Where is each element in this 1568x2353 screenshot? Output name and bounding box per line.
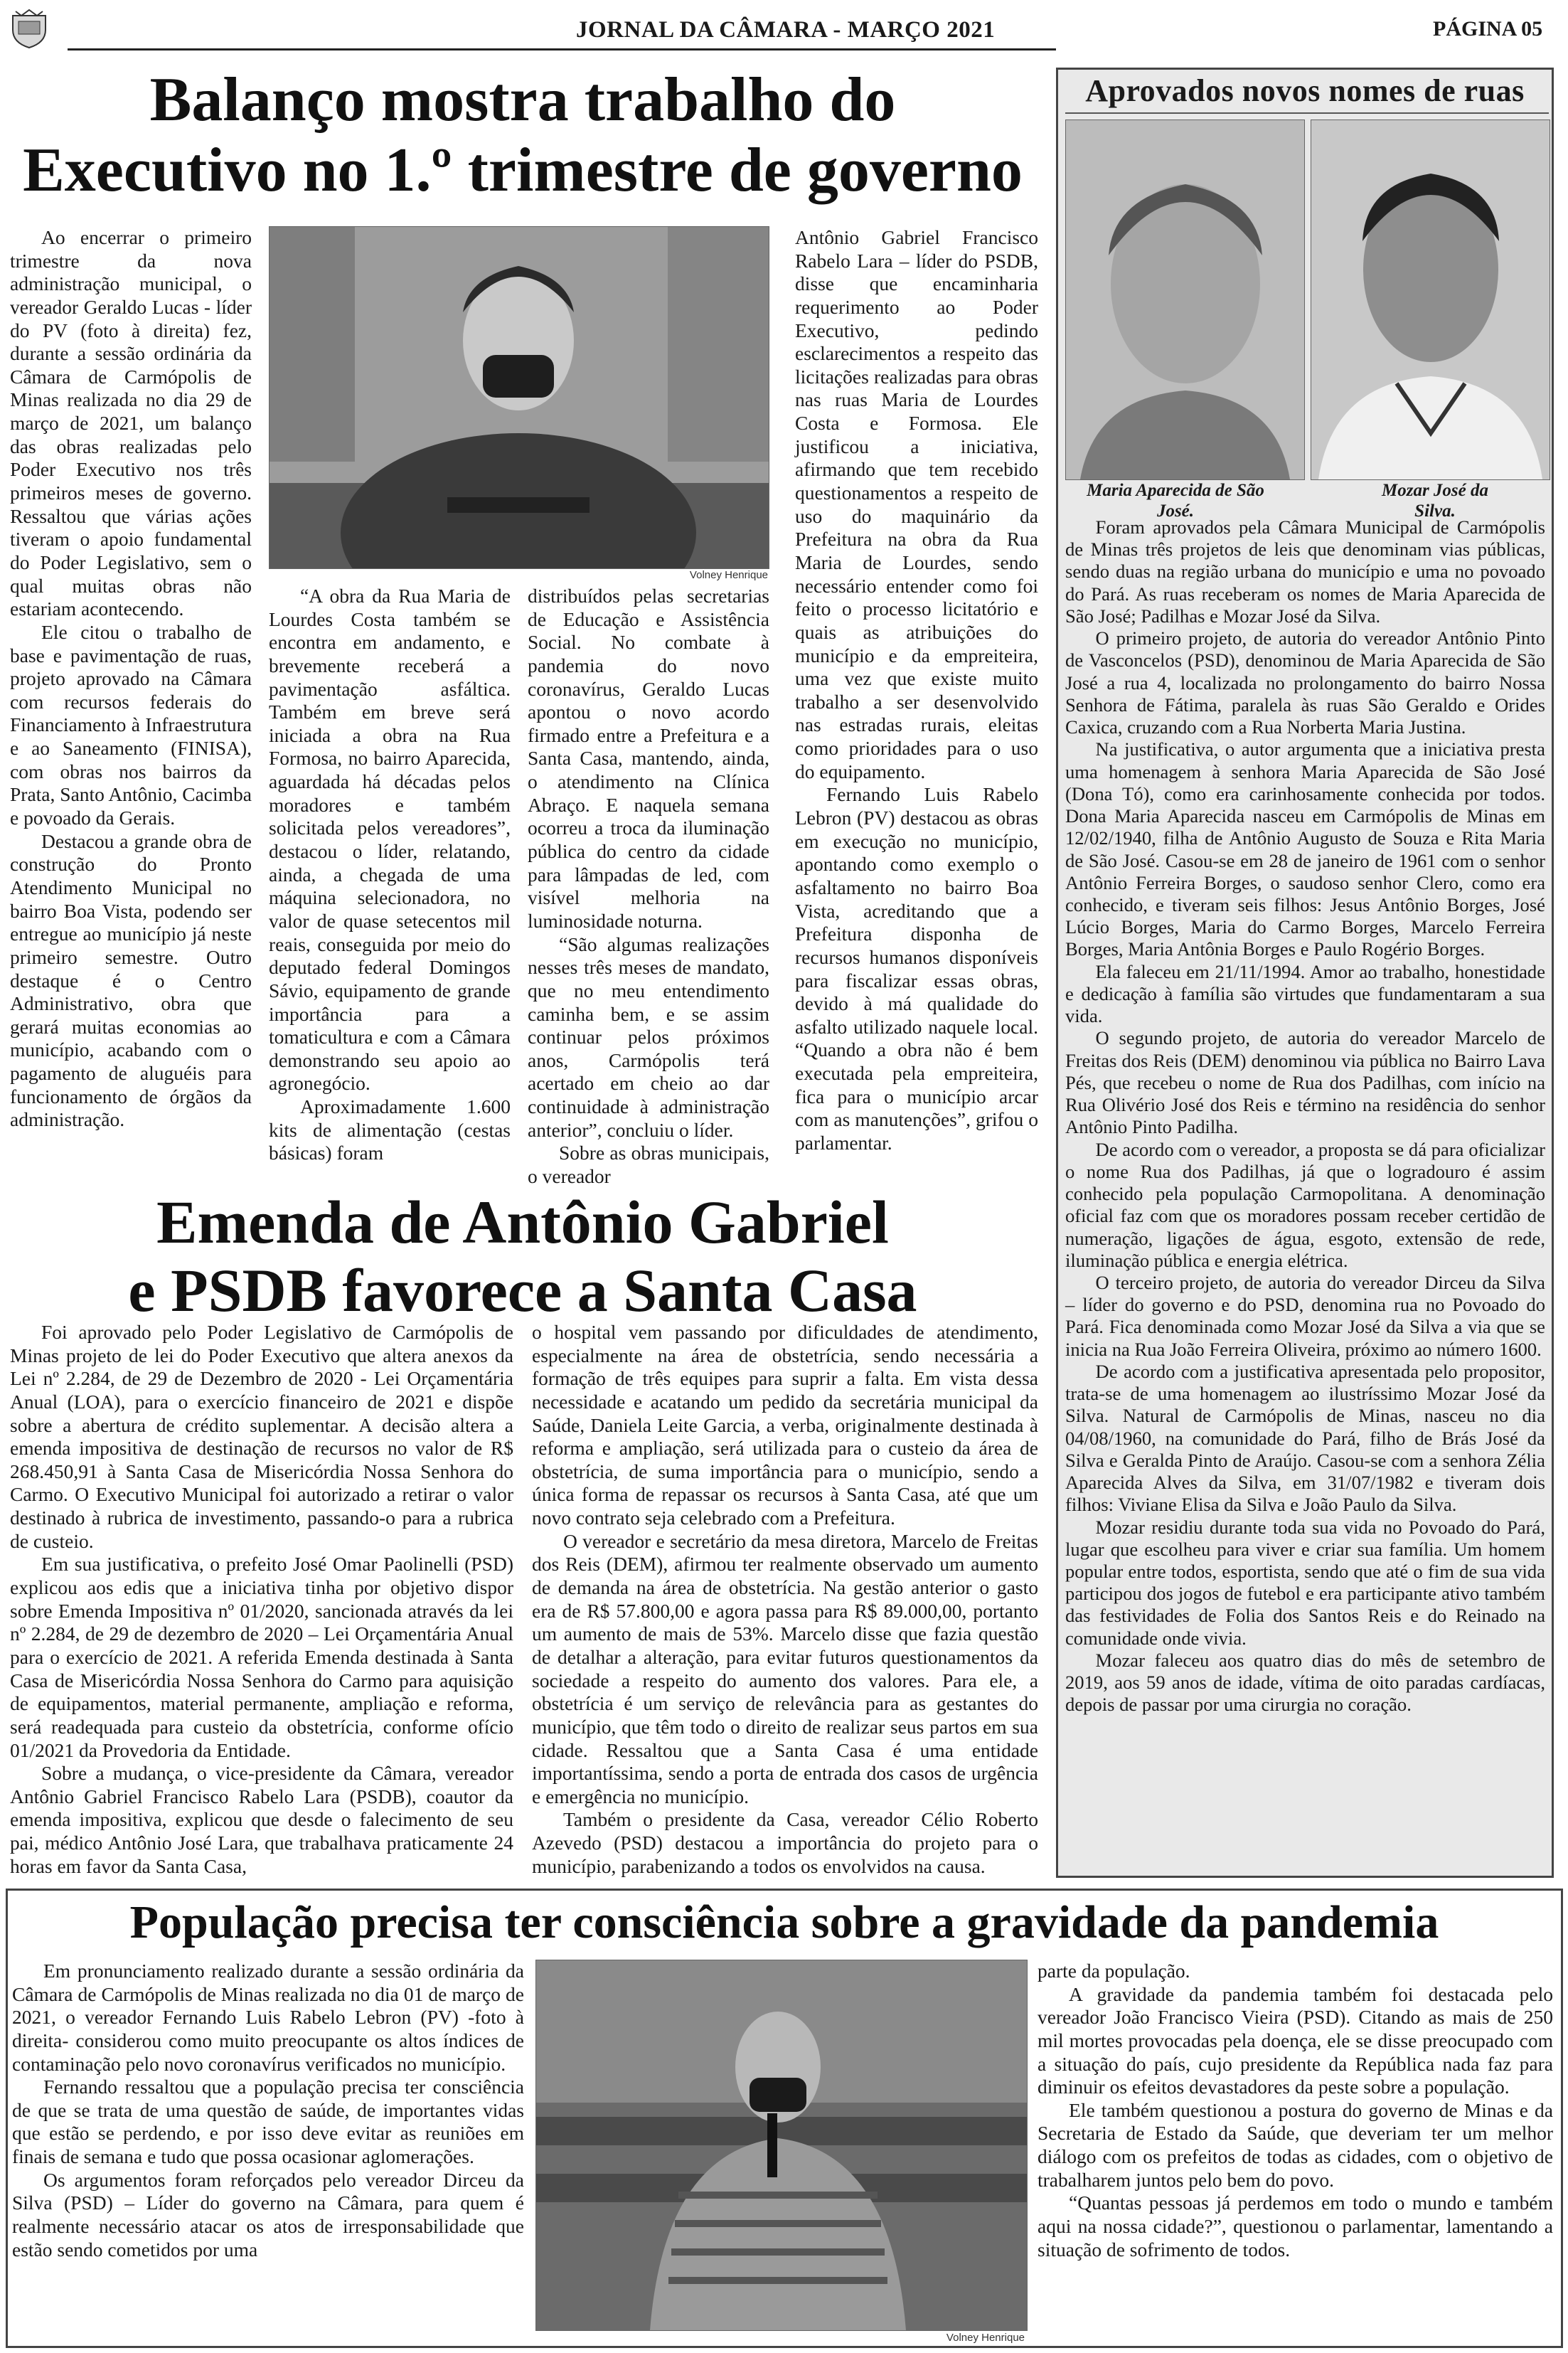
paragraph: Destacou a grande obra de construção do Pronto Atendimento Municipal no bairro Boa Vista, podendo ser entregue ao município já neste primeiro semestre. Outro destaque é o Centro Administrativo, obra que gerará muitas economias ao município, acabando com o pagamento de aluguéis para funcionamento de órgãos da administração. — [10, 829, 252, 1131]
paragraph: Mozar residiu durante toda sua vida no Povoado do Pará, lugar que escolheu para viver e criar sua família. Um homem popular entre todos, esportista, sendo que até o fim de sua vida participou dos jogos de futebol e era participante ativo também das festividades de Folia dos Santos Reis e do Reinado na comunidade onde vivia. — [1065, 1516, 1545, 1649]
paragraph: “A obra da Rua Maria de Lourdes Costa também se encontra em andamento, e brevemente receberá a pavimentação asfáltica. Também em breve será iniciada a obra na Rua Formosa, no bairro Aparecida, aguardada há décadas pelos moradores e também solicitada pelos vereadores”, destacou o líder, relatando, ainda, a chegada de uma máquina selecionadora, no valor de quase setecentos mil reais, conseguida por meio do deputado federal Domingos Sávio, equipamento de grande importância para a tomaticultura e com a Câmara demonstrando seu apoio ao agronegócio. — [269, 585, 511, 1095]
article1-headline — [0, 65, 1045, 206]
paragraph: O segundo projeto, de autoria do vereador Marcelo de Freitas dos Reis (DEM) denominou via pública no Bairro Lava Pés, que recebeu o nome de Rua dos Padilhas, com início na Rua Olivério José dos Reis e término na residência do senhor Antônio Pinto Padilha. — [1065, 1027, 1545, 1138]
paragraph: Na justificativa, o autor argumenta que a iniciativa presta uma homenagem à senhora Maria Aparecida de São José (Dona Tó), como era carinhosamente conhecida por todos. Dona Maria Aparecida nasceu em Carmópolis de Minas em 12/02/1940, filha de Antônio Augusto de Souza e Rita Maria de São José. Casou-se em 28 de janeiro de 1961 com o senhor Antônio Ferreira Borges, o saudoso senhor Clero, como era conhecido, e tiveram seis filhos: Jesus Antônio Borges, José Lúcio Borges, Maria do Carmo Borges, Marcelo Ferreira Borges, Maria Antônia Borges e Paulo Rogério Borges. — [1065, 738, 1545, 960]
paragraph: O primeiro projeto, de autoria do vereador Antônio Pinto de Vasconcelos (PSD), denominou de Maria Aparecida de São José a rua 4, localizada no prolongamento do bairro Nossa Senhora de Fátima, paralela às ruas São Geraldo e Orides Caxica, cruzando com a Rua Norberta Maria Justina. — [1065, 627, 1545, 738]
paragraph: Em pronunciamento realizado durante a sessão ordinária da Câmara de Carmópolis de Minas realizada no dia 01 de março de 2021, o vereador Fernando Luis Rabelo Lebron (PV) -foto à direita- considerou como muito preocupante os altos índices de contaminação pelo novo coronavírus verificados no município. — [12, 1960, 524, 2075]
paragraph: Ele citou o trabalho de base e pavimentação de ruas, projeto aprovado na Câmara com recursos federais do Financiamento à Infraestrutura e ao Saneamento (FINISA), com obras nos bairros da Prata, Santo Antônio, Cacimba e povoado da Gerais. — [10, 620, 252, 829]
paragraph: Ela faleceu em 21/11/1994. Amor ao trabalho, honestidade e dedicação à família são virtudes que fundamentaram a sua vida. — [1065, 960, 1545, 1027]
paragraph: Antônio Gabriel Francisco Rabelo Lara – líder do PSDB, disse que encaminharia requerimento ao Poder Executivo, pedindo esclarecimentos a respeito das licitações realizadas para obras nas ruas Maria de Lourdes Costa e Formosa. Ele justificou a iniciativa, afirmando que tem recebido questionamentos a respeito de uso do maquinário da Prefeitura na obra da Rua Maria de Lourdes, sendo necessário entender como foi feito o processo licitatório e quais as atribuições do município e da empreiteira, uma vez que existe muito trabalho a ser desenvolvido nas estradas rurais, eleitas como prioridades para o uso do equipamento. — [795, 226, 1038, 782]
paragraph: Os argumentos foram reforçados pelo vereador Dirceu da Silva (PSD) – Líder do governo na Câmara, para quem é realmente necessário atacar os atos de irresponsabilidade que estão sendo cometidos por uma — [12, 2168, 524, 2261]
pandemic-article-box — [6, 1889, 1563, 2348]
article1-column-2 — [269, 585, 511, 1165]
article2-column-1 — [10, 1321, 513, 1878]
paragraph: Aproximadamente 1.600 kits de alimentação (cestas básicas) foram — [269, 1095, 511, 1164]
photo-maria-aparecida — [1065, 119, 1305, 480]
paragraph: O vereador e secretário da mesa diretora, Marcelo de Freitas dos Reis (DEM), afirmou ter realmente observado um aumento de demanda na área de obstetrícia. Na gestão anterior o gasto era de R$ 57.800,00 e agora passa para R$ 89.000,00, portanto um aumento de mais de 53%. Marcelo disse que fazia questão de detalhar a alteração, para evitar futuros questionamentos da sociedade a respeito do aumento dos valores. Para ele, a obstetrícia é um serviço de relevância para as gestantes do município, que têm todo o direito de realizar seus partos em sua cidade. Ressaltou que a Santa Casa é uma entidade importantíssima, sendo a porta de entrada dos casos de urgência e emergência no município. — [532, 1529, 1038, 1807]
article3-column-1 — [12, 1960, 524, 2261]
photo-fernando-lebron — [535, 1960, 1028, 2331]
page-header — [0, 13, 1568, 48]
photo-mozar-jose — [1311, 119, 1550, 480]
article3-headline: População precisa ter consciência sobre a gravidade da pandemia — [129, 1896, 1439, 1948]
paragraph: Mozar faleceu aos quatro dias do mês de setembro de 2019, aos 59 anos de idade, vítima de oito paradas cardíacas, depois de passar por uma cirurgia no coração. — [1065, 1649, 1545, 1716]
article2-headline-line1: Emenda de Antônio Gabriel — [156, 1188, 889, 1256]
paragraph: Foi aprovado pelo Poder Legislativo de Carmópolis de Minas projeto de lei do Poder Executivo que altera anexos da Lei nº 2.284, de 29 de Dezembro de 2020 - Lei Orçamentária Anual (LOA), para o exercício financeiro de 2021 e dispõe sobre a abertura de crédito suplementar. A decisão altera a emenda impositiva de destinação de recursos no valor de R$ 268.450,91 à Santa Casa de Misericórdia Nossa Senhora do Carmo. O Executivo Municipal foi autorizado a retirar o valor destinado à rubrica de investimento, passando-o para a rubrica de custeio. — [10, 1321, 513, 1552]
photo-credit: Volney Henrique — [689, 569, 768, 581]
article1-column-3 — [528, 585, 769, 1189]
photo-geraldo-lucas — [269, 226, 769, 569]
paragraph: “Quantas pessoas já perdemos em todo o mundo e também aqui na nossa cidade?”, questionou o parlamentar, lamentando a situação de sofrimento de todos. — [1038, 2192, 1553, 2261]
caption-mozar-jose: Mozar José da Silva. — [1381, 481, 1488, 521]
article1-column-1 — [10, 226, 252, 1132]
paragraph: Em sua justificativa, o prefeito José Omar Paolinelli (PSD) explicou aos edis que a iniciativa tinha por objetivo dispor sobre Emenda Impositiva nº 01/2020, sancionada através da lei nº 2.284, de 29 de dezembro de 2020 – Lei Orçamentária Anual para o exercício de 2021. A referida Emenda destinada à Santa Casa de Misericórdia Nossa Senhora do Carmo para aquisição de equipamentos, material permanente, ampliação e reforma, será readequada para custeio da obstetrícia, conforme ofício 01/2021 da Provedoria da Entidade. — [10, 1553, 513, 1761]
paragraph: distribuídos pelas secretarias de Educação e Assistência Social. No combate à pandemia do novo coronavírus, Geraldo Lucas apontou o novo acordo firmado entre a Prefeitura e a Santa Casa, mantendo, ainda, o atendimento na Clínica Abraço. E naquela semana ocorreu a troca da iluminação pública do centro da cidade para lâmpadas de led, com visível melhoria na luminosidade noturna. — [528, 585, 769, 932]
paragraph: Também o presidente da Casa, vereador Célio Roberto Azevedo (PSD) destacou a importância do projeto para o município, parabenizando a todos os envolvidos na causa. — [532, 1808, 1038, 1877]
sidebar-divider — [1065, 112, 1549, 114]
paragraph: Sobre a mudança, o vice-presidente da Câmara, vereador Antônio Gabriel Francisco Rabelo Lara (PSDB), coautor da emenda impositiva, explicou que desde o falecimento de seu pai, médico Antônio José Lara, que trabalhava praticamente 24 horas em favor da Santa Casa, — [10, 1762, 513, 1877]
article2-column-2 — [532, 1321, 1038, 1878]
article2-headline-line2: e PSDB favorece a Santa Casa — [128, 1256, 917, 1325]
paragraph: o hospital vem passando por dificuldades de atendimento, especialmente na área de obstetrícia, sendo necessária a formação de três equipes para suprir a falta. Em vista dessa necessidade e acatando um pedido da secretária municipal da Saúde, Daniela Leite Garcia, a verba, originalmente destinada à reforma e ampliação, será utilizada para o custeio da área de obstetrícia, de suma importância para o município, sendo a única forma de repassar os recursos à Santa Casa, até que um novo contrato seja celebrado com a Prefeitura. — [532, 1321, 1038, 1529]
photo-credit: Volney Henrique — [946, 2332, 1025, 2344]
paragraph: Fernando ressaltou que a população precisa ter consciência de que se trata de uma questão de saúde, de importantes vidas que estão se perdendo, e por isso deve evitar as reuniões em finais de semana e tudo que possa ocasionar aglomerações. — [12, 2076, 524, 2168]
article3-column-2 — [1038, 1960, 1553, 2261]
page-number: PÁGINA 05 — [1433, 17, 1543, 41]
paragraph: Foram aprovados pela Câmara Municipal de Carmópolis de Minas três projetos de leis que denominam vias públicas, sendo duas na região urbana do município e uma no povoado do Pará. As ruas receberam os nomes de Maria Aparecida de São José; Padilhas e Mozar José da Silva. — [1065, 516, 1545, 627]
paragraph: Ele também questionou a postura do governo de Minas e da Secretaria de Estado da Saúde, que deveriam ter um melhor diálogo com os prefeitos de todas as cidades, com o objetivo de trabalharem juntos pelo bem do povo. — [1038, 2098, 1553, 2191]
caption-maria-aparecida: Maria Aparecida de São José. — [1087, 481, 1264, 521]
header-divider — [68, 48, 1056, 51]
journal-title: JORNAL DA CÂMARA - MARÇO 2021 — [576, 17, 996, 43]
sidebar-body — [1065, 516, 1545, 1716]
paragraph: Fernando Luis Rabelo Lebron (PV) destacou as obras em execução no município, apontando como exemplo o asfaltamento no bairro Boa Vista, acreditando que a Prefeitura disponha de recursos humanos disponíveis para fiscalizar essas obras, devido à má qualidade do asfalto utilizado naquele local. “Quando a obra não é bem executada pela empreiteira, fica para o município arcar com as manutenções”, grifou o parlamentar. — [795, 783, 1038, 1154]
article1-column-4 — [795, 226, 1038, 1155]
paragraph: De acordo com o vereador, a proposta se dá para oficializar o nome Rua dos Padilhas, já que o logradouro é assim conhecido pela população Carmopolitana. A denominação oficial faz com que os moradores possam receber certidão de numeração, ligações de água, esgoto, extensão de rede, iluminação pública e energia elétrica. — [1065, 1138, 1545, 1271]
sidebar-title: Aprovados novos nomes de ruas — [1085, 73, 1525, 108]
street-names-sidebar — [1056, 68, 1554, 1878]
paragraph: De acordo com a justificativa apresentada pelo propositor, trata-se de uma homenagem ao ilustríssimo Mozar José da Silva. Natural de Carmópolis de Minas, nasceu no dia 04/08/1960, na comunidade do Pará, filho de Brás José da Silva e Geralda Pinto de Araújo. Casou-se com a senhora Zélia Aparecida Alves da Silva, em 31/07/1982 e tiveram dois filhos: Viviane Elisa da Silva e João Paulo da Silva. — [1065, 1360, 1545, 1516]
article1-headline-line1: Balanço mostra trabalho do — [149, 65, 896, 134]
paragraph: Sobre as obras municipais, o vereador — [528, 1142, 769, 1188]
article1-headline-line2: Executivo no 1.º trimestre de governo — [23, 135, 1023, 205]
paragraph: “São algumas realizações nesses três meses de mandato, que no meu entendimento caminha bem, e se assim continuar pelos próximos anos, Carmópolis terá acertado em cheio ao dar continuidade à administração anterior”, concluiu o líder. — [528, 933, 769, 1141]
paragraph: O terceiro projeto, de autoria do vereador Dirceu da Silva – líder do governo e do PSD, denomina rua no Povoado do Pará. Fica denominada como Mozar José da Silva a via que se inicia na Rua João Ferreira Oliveira, próximo ao número 1600. — [1065, 1271, 1545, 1360]
paragraph: parte da população. — [1038, 1960, 1190, 1982]
paragraph: A gravidade da pandemia também foi destacada pelo vereador João Francisco Vieira (PSD). Citando as mais de 250 mil mortes provocadas pela doença, ele se disse preocupado com a situação do país, cujo presidente da República nada faz para diminuir os efeitos devastadores da peste sobre a população. — [1038, 1982, 1553, 2098]
article2-headline — [0, 1188, 1045, 1325]
paragraph: Ao encerrar o primeiro trimestre da nova administração municipal, o vereador Geraldo Lucas - líder do PV (foto à direita) fez, durante a sessão ordinária da Câmara de Carmópolis de Minas realizada no dia 29 de março de 2021, um balanço das obras realizadas pelo Poder Executivo nos três primeiros meses de governo. Ressaltou que várias ações tiveram o apoio fundamental do Poder Legislativo, sem o qual muitas obras não estariam acontecendo. — [10, 226, 252, 620]
